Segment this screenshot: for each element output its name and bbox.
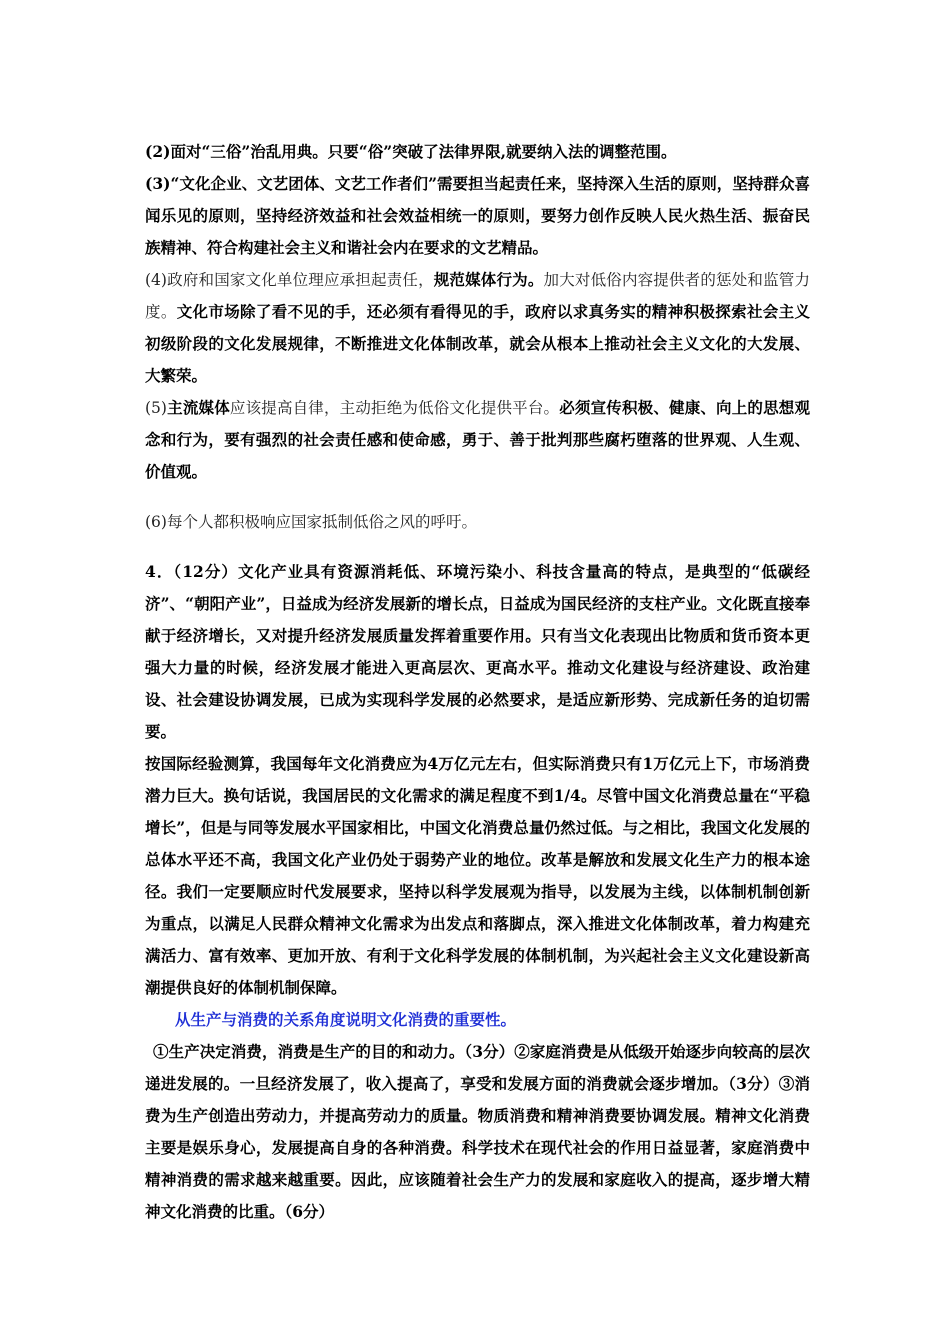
- question-4-answer: ①生产决定消费，消费是生产的目的和动力。（3分）②家庭消费是从低级开始逐步向较高的层次递进发展的。一旦经济发展了，收入提高了，享受和发展方面的消费就会逐步增加。（3分）③消费为生产创造出劳动力，并提高劳动力的质量。物质消费和精神消费要协调发展。精神文化消费主要是娱乐身心，发展提高自身的各种消费。科学技术在现代社会的作用日益显著，家庭消费中精神消费的需求越来越重要。因此，应该随着社会生产力的发展和家庭收入的提高，逐步增大精神文化消费的比重。（6分）: [145, 1042, 810, 1221]
- answer-item-2: (2)面对“三俗”治乱用典。只要“俗”突破了法律界限,就要纳入法的调整范围。: [145, 142, 677, 161]
- answer-item-5-part-a: (5): [145, 399, 167, 417]
- answer-item-5-part-c: 应该提高自律，主动拒绝为低俗文化提供平台。: [229, 399, 560, 417]
- answer-item-4-part-b: 规范媒体行为。: [433, 270, 544, 289]
- answer-item-5: [145, 392, 810, 488]
- answer-item-5-part-d: 必须宣传积极、健康、向上的思想观念和行为，要有强烈的社会责任感和使命感，勇于、善于批判那些腐朽堕落的世界观、人生观、价值观。: [145, 398, 810, 481]
- answer-item-4-part-c: 加大对低俗内容提供者的惩处和监管力度。: [145, 271, 810, 321]
- answer-item-5-part-b: 主流媒体: [166, 398, 230, 417]
- document-body: [145, 136, 810, 1228]
- answer-item-3: (3)“文化企业、文艺团体、文艺工作者们”需要担当起责任来，坚持深入生活的原则，坚持群众喜闻乐见的原则，坚持经济效益和社会效益相统一的原则，要努力创作反映人民火热生活、振奋民族精神、符合构建社会主义和谐社会内在要求的文艺精品。: [145, 174, 810, 257]
- answer-item-4-part-d: 文化市场除了看不见的手，还必须有看得见的手，政府以求真务实的精神积极探索社会主义初级阶段的文化发展规律，不断推进文化体制改革，就会从根本上推动社会主义文化的大发展、大繁荣。: [145, 302, 810, 385]
- answer-item-4-part-a: (4)政府和国家文化单位理应承担起责任，: [145, 271, 434, 289]
- question-4-prompt: 从生产与消费的关系角度说明文化消费的重要性。: [175, 1010, 517, 1029]
- answer-item-4: [145, 264, 810, 392]
- question-4-material-2: 按国际经验测算，我国每年文化消费应为4万亿元左右，但实际消费只有1万亿元上下，市场消费潜力巨大。换句话说，我国居民的文化需求的满足程度不到1/4。尽管中国文化消费总量在“平稳增长”，但是与同等发展水平国家相比，中国文化消费总量仍然过低。与之相比，我国文化发展的总体水平还不高，我国文化产业仍处于弱势产业的地位。改革是解放和发展文化生产力的根本途径。我们一定要顺应时代发展要求，坚持以科学发展观为指导，以发展为主线，以体制机制创新为重点，以满足人民群众精神文化需求为出发点和落脚点，深入推进文化体制改革，着力构建充满活力、富有效率、更加开放、有利于文化科学发展的体制机制，为兴起社会主义文化建设新高潮提供良好的体制机制保障。: [145, 754, 810, 997]
- answer-item-6: (6)每个人都积极响应国家抵制低俗之风的呼吁。: [145, 513, 477, 531]
- question-4-material-1: 4．（12分）文化产业具有资源消耗低、环境污染小、科技含量高的特点，是典型的“低碳经济”、“朝阳产业”，日益成为经济发展新的增长点，日益成为国民经济的支柱产业。文化既直接奉献于经济增长，又对提升经济发展质量发挥着重要作用。只有当文化表现出比物质和货币资本更强大力量的时候，经济发展才能进入更高层次、更高水平。推动文化建设与经济建设、政治建设、社会建设协调发展，已成为实现科学发展的必然要求，是适应新形势、完成新任务的迫切需要。: [145, 562, 810, 741]
